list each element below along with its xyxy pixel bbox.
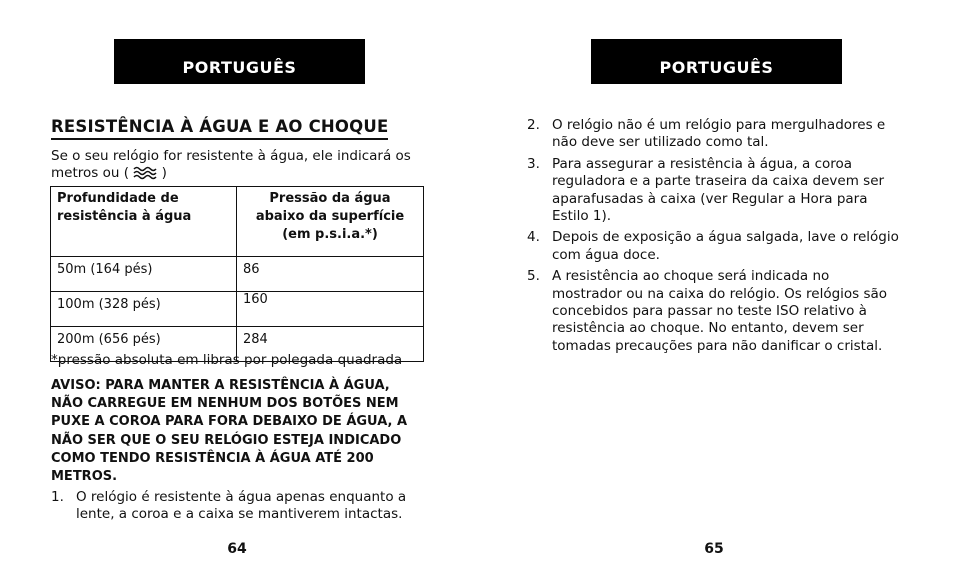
intro-text-start: Se o seu relógio for resistente à água, ele indicará os metros ou (	[51, 148, 411, 181]
pressure-table	[50, 186, 424, 362]
intro-paragraph	[51, 148, 426, 182]
section-title: RESISTÊNCIA À ÁGUA E AO CHOQUE	[51, 117, 388, 140]
item-number: 1.	[51, 489, 64, 505]
column-header-depth: Profundidade de resistência à água	[51, 187, 237, 257]
list-item	[527, 268, 903, 355]
numbered-list	[51, 489, 421, 528]
depth-cell: 50m (164 pés)	[51, 257, 237, 292]
item-number: 4.	[527, 229, 540, 246]
depth-cell: 100m (328 pés)	[51, 292, 237, 327]
item-text: O relógio não é um relógio para mergulhadores e não deve ser utilizado como tal.	[552, 117, 886, 151]
item-text: A resistência ao choque será indicada no mostrador ou na caixa do relógio. Os relógios são concebidos para passar no teste ISO relativo à resistência ao choque. No entanto, devem ser tomadas precauções para não danificar o cristal.	[552, 268, 888, 354]
language-banner: PORTUGUÊS	[114, 39, 365, 84]
list-item	[527, 117, 903, 152]
list-item	[527, 229, 903, 264]
pressure-cell: 284	[237, 327, 424, 362]
page-number: 64	[227, 541, 247, 557]
depth-cell: 200m (656 pés)	[51, 327, 237, 362]
item-number: 5.	[527, 268, 540, 285]
table-row	[51, 292, 424, 327]
footnote: *pressão absoluta em libras por polegada quadrada	[51, 352, 403, 368]
item-text: Depois de exposição a água salgada, lave o relógio com água doce.	[552, 229, 899, 263]
list-item	[527, 156, 903, 226]
item-text: Para assegurar a resistência à água, a coroa reguladora e a parte traseira da caixa devem ser aparafusadas à caixa (ver Regular a Hora para Estilo 1).	[552, 155, 885, 225]
item-number: 3.	[527, 155, 540, 172]
table-header-row	[51, 187, 424, 257]
warning-text: AVISO: PARA MANTER A RESISTÊNCIA À ÁGUA, NÃO CARREGUE EM NENHUM DOS BOTÕES NEM PUXE A COROA PARA FORA DEBAIXO DE ÁGUA, A NÃO SER QUE O SEU RELÓGIO ESTEJA INDICADO COMO TENDO RESISTÊNCIA À ÁGUA ATÉ 200 METROS.	[51, 378, 408, 485]
language-banner: PORTUGUÊS	[591, 39, 842, 84]
right-page	[477, 0, 954, 578]
page-number: 65	[704, 541, 724, 557]
numbered-list	[527, 117, 903, 359]
list-item	[51, 489, 421, 524]
pressure-cell: 160	[237, 292, 424, 327]
item-number: 2.	[527, 117, 540, 133]
table-row	[51, 257, 424, 292]
column-header-pressure: Pressão da água abaixo da superfície (em p.s.i.a.*)	[237, 187, 424, 257]
item-text: O relógio é resistente à água apenas enquanto a lente, a coroa e a caixa se mantiverem intactas.	[76, 489, 407, 523]
intro-text-end: )	[161, 165, 167, 181]
pressure-cell: 86	[237, 257, 424, 292]
water-waves-icon	[133, 166, 157, 180]
